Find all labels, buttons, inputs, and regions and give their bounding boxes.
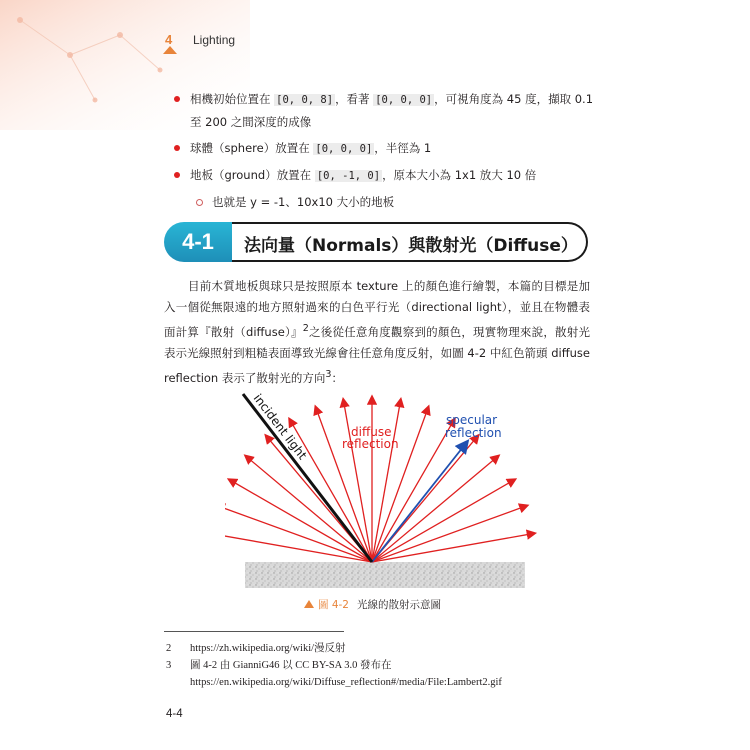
- sub-bullet-ground: [172, 191, 602, 213]
- bullet-text: ，看著: [335, 92, 374, 106]
- caption-triangle-icon: [304, 600, 314, 608]
- footnote-item: [166, 674, 502, 691]
- footnote-text: 圖 4-2 由 GianniG46 以 CC BY-SA 3.0 發布在: [190, 660, 392, 671]
- rough-surface: [245, 562, 525, 588]
- section-heading: [164, 220, 588, 264]
- inline-code: [0, 0, 0]: [375, 94, 433, 106]
- bullet-text: 地板（ground）放置在: [190, 168, 315, 182]
- hollow-bullet-icon: [196, 199, 203, 206]
- figure-label: 圖 4-2: [318, 599, 349, 611]
- specular-label-1: specular: [446, 413, 498, 427]
- diffuse-reflection-figure: [225, 380, 545, 600]
- specular-label-2: reflection: [445, 426, 502, 440]
- body-paragraph: [164, 276, 590, 389]
- section-title: 法向量（Normals）與散射光（Diffuse）: [244, 236, 578, 256]
- bullet-dot-icon: [174, 145, 180, 151]
- paragraph-text: 目前木質地板與球只是按照原本 texture 上的顏色進行繪製，本篇的目標是加入一個從無限遠的地方照射過來的白色平行光（directional light），並且在物體表面計算『散射（diffuse）』: [164, 279, 590, 339]
- footnotes: [166, 640, 502, 691]
- inline-code: [0, 0, 0]: [315, 143, 373, 155]
- footnote-link[interactable]: https://en.wikipedia.org/wiki/Diffuse_reflection#/media/File:Lambert2.gif: [190, 677, 502, 688]
- inline-code: [0, -1, 0]: [316, 170, 381, 182]
- footnote-item: [166, 640, 502, 657]
- diffuse-label-2: reflection: [342, 437, 399, 451]
- sub-bullet-text: 也就是 y = -1、10x10 大小的地板: [212, 195, 395, 209]
- figure-caption: [304, 597, 441, 612]
- bullet-ground: [172, 164, 602, 187]
- section-title-frame: [232, 222, 588, 262]
- bullet-list: [172, 88, 602, 217]
- diffuse-label-1: diffuse: [351, 425, 392, 439]
- bullet-dot-icon: [174, 172, 180, 178]
- footnote-divider: [164, 631, 344, 632]
- incident-ray: [243, 394, 372, 562]
- bullet-dot-icon: [174, 96, 180, 102]
- footnote-item: [166, 657, 502, 674]
- chapter-number: 4: [165, 32, 173, 47]
- page-number: 4-4: [166, 708, 183, 720]
- bullet-text: ，半徑為 1: [374, 141, 432, 155]
- bullet-text: 球體（sphere）放置在: [190, 141, 314, 155]
- bullet-sphere: [172, 137, 602, 160]
- footnote-number: 2: [166, 643, 172, 654]
- bullet-camera: [172, 88, 602, 133]
- footnote-number: 3: [166, 660, 172, 671]
- chapter-title: Lighting: [193, 33, 236, 47]
- incident-label: incident light: [250, 391, 310, 463]
- paragraph-text: ：: [331, 370, 343, 385]
- bullet-text: 相機初始位置在: [190, 92, 275, 106]
- specular-ray: [372, 442, 467, 562]
- bullet-text: ，原本大小為 1x1 放大 10 倍: [382, 168, 537, 182]
- footnote-link[interactable]: https://zh.wikipedia.org/wiki/漫反射: [190, 643, 346, 654]
- footnote-ref[interactable]: 3: [325, 368, 332, 380]
- inline-code: [0, 0, 8]: [276, 94, 334, 106]
- section-number: 4-1: [164, 222, 232, 262]
- paragraph-text: 之後從任意角度觀察到的顏色，現實物理來說，散射光表示光線照射到粗糙表面導致光線會往任意角度反射，如圖 4-2 中紅色箭頭 diffuse reflection 表示了散射光的方向: [164, 324, 590, 385]
- diffuse-ray-arrow: [225, 533, 372, 562]
- chapter-triangle-icon: [163, 46, 177, 54]
- bullet-text: ，可視角度為 45 度，擷取 0.1 至 200 之間深度的成像: [190, 92, 594, 129]
- footnote-ref[interactable]: 2: [302, 323, 309, 334]
- caption-text: 光線的散射示意圖: [357, 599, 441, 611]
